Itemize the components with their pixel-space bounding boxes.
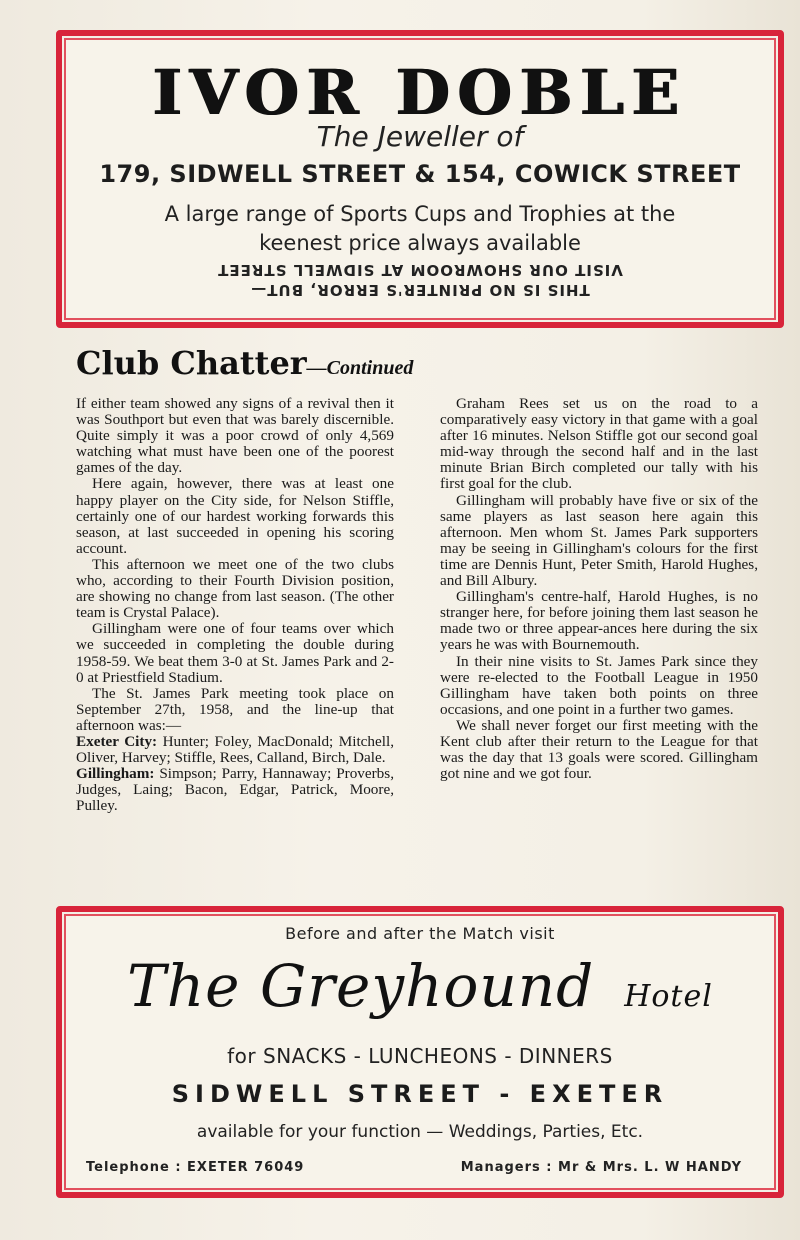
hotel-name-main: The Greyhound	[127, 952, 595, 1020]
advert-intro: Before and after the Match visit	[285, 924, 555, 943]
hotel-functions: available for your function — Weddings, Parties, Etc.	[196, 1122, 644, 1142]
paragraph: Graham Rees set us on the road to a comparatively easy victory in that game with a goal after 16 minutes. Nelson Stiffle got our second goal mid-way through the second half and in the last minute Brian Birch completed our tally with his first goal for the club.	[440, 395, 758, 493]
lineup-team-name: Exeter City:	[76, 732, 158, 750]
hotel-telephone: Telephone : EXETER 76049	[86, 1160, 305, 1175]
hotel-name	[62, 952, 778, 1020]
lineup-team-name: Gillingham:	[76, 765, 155, 783]
ivor-doble-advert	[56, 30, 784, 328]
article-column-right	[440, 396, 758, 782]
upside-line-2: THIS IS NO PRINTER'S ERROR, BUT—	[250, 281, 590, 299]
hotel-services: for SNACKS - LUNCHEONS - DINNERS	[227, 1044, 613, 1068]
advert-subtitle: The Jeweller of	[316, 120, 524, 153]
hotel-address: SIDWELL STREET - EXETER	[171, 1080, 669, 1108]
range-line-2: keenest price always available	[259, 231, 581, 255]
lineup-players: Simpson; Parry, Hannaway; Proverbs, Judges, Laing; Bacon, Edgar, Patrick, Moore, Pulley.	[76, 765, 394, 815]
upside-down-text	[62, 260, 778, 300]
lineup-gillingham	[76, 766, 394, 814]
paragraph: This afternoon we meet one of the two clubs who, according to their Fourth Division position, are showing no change from last season. (The other team is Crystal Palace).	[76, 555, 394, 622]
advert-address: 179, SIDWELL STREET & 154, COWICK STREET	[99, 160, 741, 188]
advert-range-text	[82, 200, 758, 258]
paragraph: The St. James Park meeting took place on September 27th, 1958, and the line-up that afternoon was:—	[76, 684, 394, 734]
paragraph: Here again, however, there was at least one happy player on the City side, for Nelson Stiffle, certainly one of our hardest working forwards this season, at last succeeded in opening his scoring account.	[76, 475, 394, 557]
paragraph: In their nine visits to St. James Park since they were re-elected to the Football League in 1950 Gillingham have taken both points on three occasions, and one point in a further two games.	[440, 652, 758, 718]
paragraph: If either team showed any signs of a revival then it was Southport but even that was barely discernible. Quite simply it was a poor crowd of only 4,569 watching what must have been one of the poorest games of the day.	[76, 395, 394, 477]
upside-line-1: VISIT OUR SHOWROOM AT SIDWELL STREET	[217, 261, 623, 279]
greyhound-hotel-advert	[56, 906, 784, 1198]
heading-continued: —Continued	[306, 357, 414, 379]
advert-title: IVOR DOBLE	[152, 56, 688, 129]
heading-main: Club Chatter	[76, 344, 307, 382]
paragraph: We shall never forget our first meeting with the Kent club after their return to the League for that was the day that 13 goals were scored. Gillingham got nine and we got four.	[440, 716, 758, 783]
hotel-label: Hotel	[624, 979, 713, 1014]
lineup-players: Hunter; Foley, MacDonald; Mitchell, Oliver, Harvey; Stiffle, Rees, Calland, Birch, Dale.	[76, 732, 394, 767]
paragraph: Gillingham will probably have five or six of the same players as last season here again this afternoon. Men whom St. James Park supporters may be seeing in Gillingham's colours for the first time are Dennis Hunt, Peter Smith, Harold Hughes, and Bill Albury.	[440, 491, 758, 590]
article-heading	[76, 344, 413, 382]
hotel-managers: Managers : Mr & Mrs. L. W HANDY	[460, 1160, 742, 1175]
paragraph: Gillingham's centre-half, Harold Hughes, is no stranger here, for before joining them last season he made two or three appear-ances here during the six years he was with Bournemouth.	[440, 588, 758, 654]
paragraph: Gillingham were one of four teams over which we succeeded in completing the double during 1958-59. We beat them 3-0 at St. James Park and 2-0 at Priestfield Stadium.	[76, 620, 394, 686]
lineup-exeter	[76, 734, 394, 766]
range-line-1: A large range of Sports Cups and Trophies at the	[164, 202, 676, 226]
article-column-left	[76, 396, 394, 814]
